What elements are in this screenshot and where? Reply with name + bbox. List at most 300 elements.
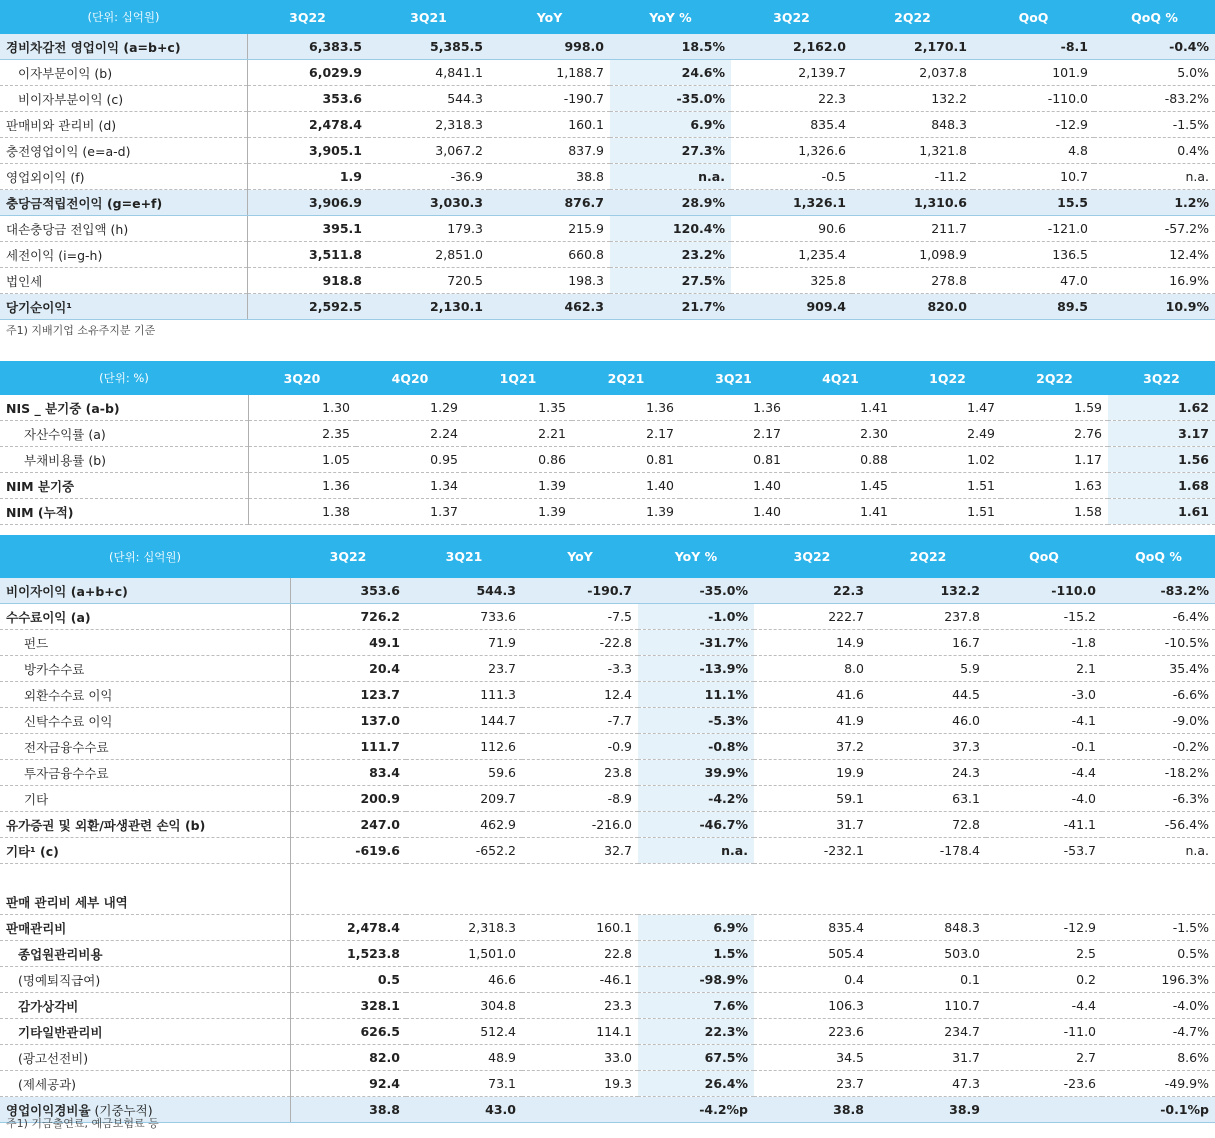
- table-cell: 1.02: [894, 447, 1001, 473]
- table-cell: 1.29: [356, 395, 464, 421]
- table-cell: 1.59: [1001, 395, 1108, 421]
- nis-nim-table: [0, 361, 1215, 525]
- table-cell: 1,098.9: [852, 242, 973, 268]
- table-cell: -4.2%: [638, 786, 754, 812]
- table-cell: 0.5%: [1102, 941, 1215, 967]
- unit-label: (단위: %): [0, 361, 248, 395]
- table-cell: -36.9: [368, 164, 489, 190]
- table-cell: -8.1: [973, 34, 1094, 60]
- table-cell: 820.0: [852, 294, 973, 320]
- table-cell: 23.8: [522, 760, 638, 786]
- table-cell: 726.2: [290, 604, 406, 630]
- table-cell: -8.9: [522, 786, 638, 812]
- table-cell: 1,321.8: [852, 138, 973, 164]
- row-label: NIS _ 분기중 (a-b): [0, 395, 248, 421]
- table-cell: 37.3: [870, 734, 986, 760]
- table-cell: -3.3: [522, 656, 638, 682]
- table-cell: 1.2%: [1094, 190, 1215, 216]
- table-cell: 2,139.7: [731, 60, 852, 86]
- table-cell: 49.1: [290, 630, 406, 656]
- column-header: 3Q22: [290, 535, 406, 578]
- table-cell: 67.5%: [638, 1045, 754, 1071]
- table-cell: 1.36: [572, 395, 680, 421]
- table-cell: 22.8: [522, 941, 638, 967]
- table-cell: 39.9%: [638, 760, 754, 786]
- table-cell: 27.5%: [610, 268, 731, 294]
- table-cell: 2.30: [787, 421, 894, 447]
- table-cell: 46.0: [870, 708, 986, 734]
- table-cell: 2.21: [464, 421, 572, 447]
- row-label: 대손충당금 전입액 (h): [0, 216, 247, 242]
- table-cell: 5.0%: [1094, 60, 1215, 86]
- table-cell: 462.3: [489, 294, 610, 320]
- table-cell: -4.0%: [1102, 993, 1215, 1019]
- table-cell: 325.8: [731, 268, 852, 294]
- table-cell: -13.9%: [638, 656, 754, 682]
- table-cell: 6.9%: [610, 112, 731, 138]
- table-cell: 1.36: [680, 395, 787, 421]
- table-cell: 835.4: [754, 915, 870, 941]
- column-header: 1Q22: [894, 361, 1001, 395]
- table-row: [0, 838, 1215, 864]
- table-cell: -0.5: [731, 164, 852, 190]
- table-row: [0, 242, 1215, 268]
- table-cell: 59.1: [754, 786, 870, 812]
- table-cell: 1.47: [894, 395, 1001, 421]
- table-cell: 132.2: [852, 86, 973, 112]
- operating-income-table: [0, 0, 1215, 320]
- row-label: 투자금융수수료: [0, 760, 290, 786]
- table-cell: 19.9: [754, 760, 870, 786]
- row-label: 전자금융수수료: [0, 734, 290, 760]
- table-cell: -98.9%: [638, 967, 754, 993]
- table-cell: 918.8: [247, 268, 368, 294]
- row-label: 당기순이익¹: [0, 294, 247, 320]
- table-cell: 111.3: [406, 682, 522, 708]
- footnote: 주1) 지배기업 소유주지분 기준: [6, 324, 156, 337]
- row-label: 수수료이익 (a): [0, 604, 290, 630]
- table-cell: 215.9: [489, 216, 610, 242]
- column-header: QoQ: [986, 535, 1102, 578]
- table-cell: 89.5: [973, 294, 1094, 320]
- table-cell: 1.56: [1108, 447, 1215, 473]
- table-row: [0, 1019, 1215, 1045]
- table-cell: 38.8: [489, 164, 610, 190]
- section-title: 판매 관리비 세부 내역: [0, 889, 290, 915]
- column-header: 2Q22: [870, 535, 986, 578]
- table-cell: 28.9%: [610, 190, 731, 216]
- table-cell: 2.49: [894, 421, 1001, 447]
- row-label: (광고선전비): [0, 1045, 290, 1071]
- table-cell: 35.4%: [1102, 656, 1215, 682]
- column-header: 3Q21: [368, 0, 489, 34]
- table-cell: -7.7: [522, 708, 638, 734]
- table-cell: 90.6: [731, 216, 852, 242]
- table-cell: 33.0: [522, 1045, 638, 1071]
- table-cell: 1.38: [248, 499, 356, 525]
- table-cell: 123.7: [290, 682, 406, 708]
- table-cell: -49.9%: [1102, 1071, 1215, 1097]
- table-row: [0, 1097, 1215, 1123]
- table-cell: 278.8: [852, 268, 973, 294]
- row-label: 법인세: [0, 268, 247, 294]
- table-cell: -83.2%: [1102, 578, 1215, 604]
- table-cell: 626.5: [290, 1019, 406, 1045]
- table-cell: 3,906.9: [247, 190, 368, 216]
- table-cell: 2.76: [1001, 421, 1108, 447]
- table-cell: 23.7: [754, 1071, 870, 1097]
- row-label: 펀드: [0, 630, 290, 656]
- table-cell: 2.17: [572, 421, 680, 447]
- table-row: [0, 60, 1215, 86]
- row-label: 기타일반관리비: [0, 1019, 290, 1045]
- table-cell: 41.6: [754, 682, 870, 708]
- table-cell: 160.1: [522, 915, 638, 941]
- table-cell: 2.1: [986, 656, 1102, 682]
- table-cell: 0.95: [356, 447, 464, 473]
- table-row: [0, 294, 1215, 320]
- row-label: NIM (누적): [0, 499, 248, 525]
- column-header: 3Q22: [754, 535, 870, 578]
- table-cell: -0.1: [986, 734, 1102, 760]
- unit-label: (단위: 십억원): [0, 0, 247, 34]
- table-cell: 27.3%: [610, 138, 731, 164]
- table-cell: -6.6%: [1102, 682, 1215, 708]
- table-cell: 23.7: [406, 656, 522, 682]
- table-cell: 2,478.4: [247, 112, 368, 138]
- column-header: 3Q21: [406, 535, 522, 578]
- table-cell: 353.6: [290, 578, 406, 604]
- table-row: [0, 190, 1215, 216]
- row-label: 기타: [0, 786, 290, 812]
- table-cell: 909.4: [731, 294, 852, 320]
- non-interest-income-table: [0, 535, 1215, 1123]
- table-header-row: [0, 535, 1215, 578]
- table-cell: 47.3: [870, 1071, 986, 1097]
- table-cell: -4.4: [986, 993, 1102, 1019]
- column-header: QoQ %: [1102, 535, 1215, 578]
- table-cell: 8.0: [754, 656, 870, 682]
- table-cell: 83.4: [290, 760, 406, 786]
- table-cell: 3.17: [1108, 421, 1215, 447]
- table-row: [0, 812, 1215, 838]
- table-row: [0, 138, 1215, 164]
- table-cell: 1.68: [1108, 473, 1215, 499]
- table-cell: 503.0: [870, 941, 986, 967]
- row-label: 판매비와 관리비 (d): [0, 112, 247, 138]
- table-cell: -652.2: [406, 838, 522, 864]
- table-cell: 71.9: [406, 630, 522, 656]
- table-cell: 1.05: [248, 447, 356, 473]
- table-cell: n.a.: [638, 838, 754, 864]
- column-header: 4Q21: [787, 361, 894, 395]
- row-label: 외환수수료 이익: [0, 682, 290, 708]
- table-cell: 24.6%: [610, 60, 731, 86]
- table-cell: 1.63: [1001, 473, 1108, 499]
- row-label: 충당금적립전이익 (g=e+f): [0, 190, 247, 216]
- column-header: 2Q22: [1001, 361, 1108, 395]
- table-cell: 237.8: [870, 604, 986, 630]
- table-cell: 6.9%: [638, 915, 754, 941]
- table-cell: 46.6: [406, 967, 522, 993]
- row-label: 세전이익 (i=g-h): [0, 242, 247, 268]
- table-cell: 16.9%: [1094, 268, 1215, 294]
- table-cell: 848.3: [852, 112, 973, 138]
- table-cell: 47.0: [973, 268, 1094, 294]
- table-cell: -0.4%: [1094, 34, 1215, 60]
- table-cell: 132.2: [870, 578, 986, 604]
- table-cell: 1.41: [787, 499, 894, 525]
- table-cell: 1,235.4: [731, 242, 852, 268]
- table-cell: 0.2: [986, 967, 1102, 993]
- table-cell: 0.88: [787, 447, 894, 473]
- table-row: [0, 734, 1215, 760]
- table-cell: 876.7: [489, 190, 610, 216]
- table-cell: 6,029.9: [247, 60, 368, 86]
- table-cell: 14.9: [754, 630, 870, 656]
- table-cell: 2,162.0: [731, 34, 852, 60]
- table-cell: 63.1: [870, 786, 986, 812]
- row-label-suffix: (기중누적): [94, 1102, 153, 1118]
- row-label: 판매관리비: [0, 915, 290, 941]
- column-header: YoY: [522, 535, 638, 578]
- table-cell: 3,067.2: [368, 138, 489, 164]
- table-cell: -1.5%: [1094, 112, 1215, 138]
- table-cell: 2,851.0: [368, 242, 489, 268]
- table-row: [0, 656, 1215, 682]
- column-header: 3Q22: [1108, 361, 1215, 395]
- table-row: [0, 630, 1215, 656]
- table-cell: 0.81: [572, 447, 680, 473]
- table-cell: 24.3: [870, 760, 986, 786]
- table-cell: 20.4: [290, 656, 406, 682]
- table-cell: 44.5: [870, 682, 986, 708]
- table-row: [0, 941, 1215, 967]
- table-cell: -6.3%: [1102, 786, 1215, 812]
- table-cell: 18.5%: [610, 34, 731, 60]
- column-header: 2Q21: [572, 361, 680, 395]
- table-row: [0, 578, 1215, 604]
- table-cell: 1.40: [680, 499, 787, 525]
- table-cell: 0.1: [870, 967, 986, 993]
- table-row: [0, 473, 1215, 499]
- table-cell: 1.40: [572, 473, 680, 499]
- column-header: YoY %: [638, 535, 754, 578]
- table-cell: 12.4%: [1094, 242, 1215, 268]
- table-cell: 38.9: [870, 1097, 986, 1123]
- table-cell: 1.51: [894, 473, 1001, 499]
- table-cell: 1.61: [1108, 499, 1215, 525]
- table-cell: 2.5: [986, 941, 1102, 967]
- table-cell: 1,326.6: [731, 138, 852, 164]
- table-cell: 0.86: [464, 447, 572, 473]
- table-cell: 106.3: [754, 993, 870, 1019]
- table-cell: 32.7: [522, 838, 638, 864]
- table-cell: 1.41: [787, 395, 894, 421]
- row-label: 영업외이익 (f): [0, 164, 247, 190]
- table-cell: 544.3: [368, 86, 489, 112]
- table-row: [0, 421, 1215, 447]
- table-cell: 1.62: [1108, 395, 1215, 421]
- table-cell: -35.0%: [610, 86, 731, 112]
- table-cell: 2,130.1: [368, 294, 489, 320]
- table-cell: 3,511.8: [247, 242, 368, 268]
- table-cell: 112.6: [406, 734, 522, 760]
- table-cell: -190.7: [522, 578, 638, 604]
- table-cell: 3,030.3: [368, 190, 489, 216]
- table-cell: 10.7: [973, 164, 1094, 190]
- table-cell: -121.0: [973, 216, 1094, 242]
- table-cell: 1.45: [787, 473, 894, 499]
- table-row: [0, 112, 1215, 138]
- table-cell: 848.3: [870, 915, 986, 941]
- table-cell: -190.7: [489, 86, 610, 112]
- table-cell: 2,170.1: [852, 34, 973, 60]
- table-cell: 1,523.8: [290, 941, 406, 967]
- column-header: 3Q20: [248, 361, 356, 395]
- table-cell: 137.0: [290, 708, 406, 734]
- table-row: [0, 967, 1215, 993]
- table-cell: 73.1: [406, 1071, 522, 1097]
- table-header-row: [0, 0, 1215, 34]
- table-cell: 43.0: [406, 1097, 522, 1123]
- section-title-row: [0, 889, 1215, 915]
- table-row: [0, 708, 1215, 734]
- table-cell: 733.6: [406, 604, 522, 630]
- table-cell: -6.4%: [1102, 604, 1215, 630]
- table-cell: 37.2: [754, 734, 870, 760]
- table-cell: -7.5: [522, 604, 638, 630]
- table-cell: 160.1: [489, 112, 610, 138]
- table-header-row: [0, 361, 1215, 395]
- table-cell: 2,037.8: [852, 60, 973, 86]
- table-cell: 1.39: [464, 499, 572, 525]
- table-cell: 0.81: [680, 447, 787, 473]
- table-cell: 1.34: [356, 473, 464, 499]
- table-cell: -4.7%: [1102, 1019, 1215, 1045]
- table-cell: -110.0: [986, 578, 1102, 604]
- column-header: YoY %: [610, 0, 731, 34]
- table-cell: -12.9: [986, 915, 1102, 941]
- table-cell: -4.2%p: [638, 1097, 754, 1123]
- table-cell: 22.3: [754, 578, 870, 604]
- column-header: 1Q21: [464, 361, 572, 395]
- table-cell: [522, 1097, 638, 1123]
- table-cell: 19.3: [522, 1071, 638, 1097]
- table-cell: 837.9: [489, 138, 610, 164]
- table-cell: 31.7: [870, 1045, 986, 1071]
- column-header: 3Q22: [247, 0, 368, 34]
- table-cell: -5.3%: [638, 708, 754, 734]
- table-cell: 3,905.1: [247, 138, 368, 164]
- row-label: 충전영업이익 (e=a-d): [0, 138, 247, 164]
- table-cell: 59.6: [406, 760, 522, 786]
- table-cell: 23.2%: [610, 242, 731, 268]
- table-cell: -46.7%: [638, 812, 754, 838]
- table-cell: 1.36: [248, 473, 356, 499]
- table-cell: 462.9: [406, 812, 522, 838]
- table-cell: 196.3%: [1102, 967, 1215, 993]
- table-cell: 22.3%: [638, 1019, 754, 1045]
- table-cell: -15.2: [986, 604, 1102, 630]
- table-cell: -232.1: [754, 838, 870, 864]
- table-cell: 179.3: [368, 216, 489, 242]
- table-cell: -178.4: [870, 838, 986, 864]
- row-label: 유가증권 및 외환/파생관련 손익 (b): [0, 812, 290, 838]
- table-row: [0, 604, 1215, 630]
- table-cell: -0.1%p: [1102, 1097, 1215, 1123]
- table-cell: -1.0%: [638, 604, 754, 630]
- table-cell: 1,326.1: [731, 190, 852, 216]
- table-cell: 10.9%: [1094, 294, 1215, 320]
- table-cell: 144.7: [406, 708, 522, 734]
- table-cell: -12.9: [973, 112, 1094, 138]
- table-cell: 111.7: [290, 734, 406, 760]
- table-row: [0, 34, 1215, 60]
- table-cell: 4.8: [973, 138, 1094, 164]
- table-cell: 512.4: [406, 1019, 522, 1045]
- table-cell: 2,592.5: [247, 294, 368, 320]
- table-cell: 835.4: [731, 112, 852, 138]
- row-label: 비이자부분이익 (c): [0, 86, 247, 112]
- table-cell: 5,385.5: [368, 34, 489, 60]
- table-cell: 2,318.3: [368, 112, 489, 138]
- table-cell: 41.9: [754, 708, 870, 734]
- table-cell: 114.1: [522, 1019, 638, 1045]
- table-cell: -1.8: [986, 630, 1102, 656]
- table-cell: 82.0: [290, 1045, 406, 1071]
- table-cell: 247.0: [290, 812, 406, 838]
- table-cell: 15.5: [973, 190, 1094, 216]
- table-cell: 11.1%: [638, 682, 754, 708]
- table-cell: 1.35: [464, 395, 572, 421]
- table-cell: n.a.: [1094, 164, 1215, 190]
- table-row: [0, 760, 1215, 786]
- table-cell: -1.5%: [1102, 915, 1215, 941]
- table-cell: 234.7: [870, 1019, 986, 1045]
- table-cell: 1.39: [572, 499, 680, 525]
- table-cell: n.a.: [610, 164, 731, 190]
- table-cell: 1,501.0: [406, 941, 522, 967]
- unit-label: (단위: 십억원): [0, 535, 290, 578]
- row-label: 이자부문이익 (b): [0, 60, 247, 86]
- table-cell: 6,383.5: [247, 34, 368, 60]
- table-cell: 23.3: [522, 993, 638, 1019]
- table-cell: 1,310.6: [852, 190, 973, 216]
- table-cell: 395.1: [247, 216, 368, 242]
- table-cell: 222.7: [754, 604, 870, 630]
- row-label: 비이자이익 (a+b+c): [0, 578, 290, 604]
- table-cell: -10.5%: [1102, 630, 1215, 656]
- table-cell: -18.2%: [1102, 760, 1215, 786]
- table-row: [0, 1071, 1215, 1097]
- column-header: QoQ: [973, 0, 1094, 34]
- table-cell: 720.5: [368, 268, 489, 294]
- table-cell: 110.7: [870, 993, 986, 1019]
- table-cell: -41.1: [986, 812, 1102, 838]
- table-cell: 1.17: [1001, 447, 1108, 473]
- row-label: (제세공과): [0, 1071, 290, 1097]
- table-row: [0, 216, 1215, 242]
- table-cell: 1.5%: [638, 941, 754, 967]
- table-cell: 544.3: [406, 578, 522, 604]
- table-cell: -35.0%: [638, 578, 754, 604]
- table-cell: 4,841.1: [368, 60, 489, 86]
- spacer-row: [0, 864, 1215, 890]
- table-cell: 2.24: [356, 421, 464, 447]
- table-row: [0, 447, 1215, 473]
- table-cell: 34.5: [754, 1045, 870, 1071]
